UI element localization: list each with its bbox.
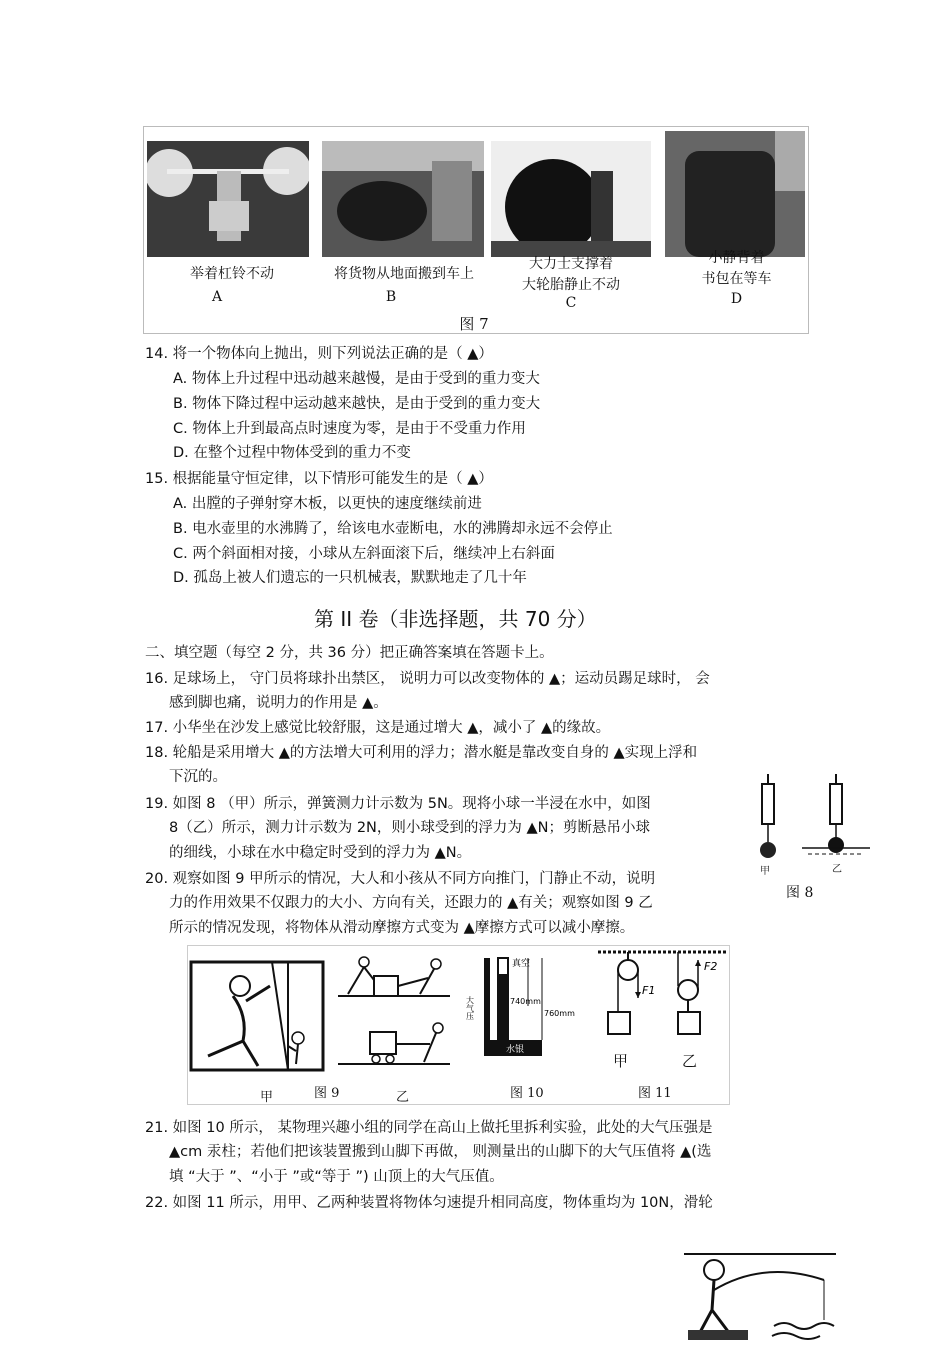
fig7-caption-b: 将货物从地面搬到车上 [334,266,474,282]
fig10-pressure-label: 大气压 [465,996,475,1020]
photo-tire-support [491,141,651,257]
q15-option-a: A. 出膛的子弹射穿木板，以更快的速度继续前进 [173,496,482,512]
fig7-letter-a: A [211,289,223,305]
fig10-h2-label: 760mm [544,1009,575,1018]
fig8-title: 图 8 [786,885,814,901]
fig10-torricelli [484,958,542,1056]
q21-line3: 填 “大于 ”、“小于 ”或“等于 ”) 山顶上的大气压值。 [169,1169,504,1185]
q16-line1: 16. 足球场上， 守门员将球扑出禁区， 说明力可以改变物体的 ▲；运动员踢足球时， 会 [145,671,710,687]
fig7-caption-c1: 大力士支撑着 [529,256,613,272]
q14-option-c: C. 物体上升到最高点时速度为零，是由于不受重力作用 [173,421,526,437]
fig10-trough-label: 水银 [506,1045,525,1055]
q17-line1: 17. 小华坐在沙发上感觉比较舒服，这是通过增大 ▲，减小了 ▲的缘故。 [145,720,611,736]
q15-stem: 15. 根据能量守恒定律，以下情形可能发生的是（ ▲） [145,471,493,487]
fig9-door-push [191,962,323,1070]
q14-stem: 14. 将一个物体向上抛出，则下列说法正确的是（ ▲） [145,346,493,362]
figure-7 [143,126,809,334]
q14-option-d: D. 在整个过程中物体受到的重力不变 [173,445,411,461]
fig7-caption-c2: 大轮胎静止不动 [522,277,620,293]
fig8-left-label: 甲 [760,866,770,877]
q14-option-a: A. 物体上升过程中迅动越来越慢，是由于受到的重力变大 [173,371,540,387]
q20-line2: 力的作用效果不仅跟力的大小、方向有关，还跟力的 ▲有关；观察如图 9 乙 [169,895,653,911]
photo-schoolbag [665,131,805,257]
photo-lifting-cargo [322,141,484,257]
q18-line1: 18. 轮船是采用增大 ▲的方法增大可利用的浮力；潜水艇是靠改变自身的 ▲实现上浮和 [145,745,698,761]
q19-line2: 8（乙）所示，测力计示数为 2N，则小球受到的浮力为 ▲N；剪断悬吊小球 [169,820,651,836]
q18-line2: 下沉的。 [169,769,227,785]
fig10-title: 图 10 [510,1086,544,1101]
fig11-left-label: 甲 [613,1052,629,1070]
fig7-caption-a: 举着杠铃不动 [190,266,274,282]
q20-line3: 所示的情况发现，将物体从滑动摩擦方式变为 ▲摩擦方式可以减小摩擦。 [169,920,635,936]
q19-line1: 19. 如图 8 （甲）所示，弹簧测力计示数为 5N。现将小球一半浸在水中，如图 [145,796,651,812]
fishing-cartoon-image [684,1250,836,1342]
q15-option-c: C. 两个斜面相对接，小球从左斜面滚下后，继续冲上右斜面 [173,546,555,562]
fig7-letter-b: B [385,289,397,305]
section-2-heading: 二、填空题（每空 2 分，共 36 分）把正确答案填在答题卡上。 [145,645,554,661]
q15-option-d: D. 孤岛上被人们遗忘的一只机械表，默默地走了几十年 [173,570,527,586]
fig10-h1-label: 740mm [510,997,541,1006]
q21-line1: 21. 如图 10 所示， 某物理兴趣小组的同学在高山上做托里拆利实验，此处的大气压强是 [145,1120,713,1136]
fig7-letter-c: C [565,295,577,311]
section-2-title: 第 II 卷（非选择题，共 70 分） [314,607,597,631]
fig10-vacuum-label: 真空 [512,959,531,969]
figure-8 [752,772,870,902]
q21-line2: ▲cm 汞柱；若他们把该装置搬到山脚下再做， 则测量出的山脚下的大气压值将 ▲(选 [169,1144,712,1160]
fig11-f2-label: F2 [704,960,718,973]
q14-option-b: B. 物体下降过程中运动越来越快，是由于受到的重力变大 [173,396,541,412]
q20-line1: 20. 观察如图 9 甲所示的情况，大人和小孩从不同方向推门，门静止不动，说明 [145,871,656,887]
fig8-right-label: 乙 [832,864,842,875]
q16-line2: 感到脚也痛，说明力的作用是 ▲。 [169,695,388,711]
fig7-caption-d1: 小静背着 [708,250,765,266]
fig9-left-label: 甲 [260,1090,274,1105]
q22-line1: 22. 如图 11 所示，用甲、乙两种装置将物体匀速提升相同高度，物体重均为 10N，滑轮 [145,1195,713,1211]
fig9-box-push [338,957,450,1064]
fig11-title: 图 11 [638,1086,672,1101]
fig7-caption-d2: 书包在等车 [701,271,772,287]
fig9-title: 图 9 [314,1086,340,1101]
fig11-f1-label: F1 [642,984,656,997]
fig7-title: 图 7 [459,315,489,333]
fig7-letter-d: D [730,291,743,307]
figures-9-10-11 [187,945,730,1105]
q15-option-b: B. 电水壶里的水沸腾了，给该电水壶断电，水的沸腾却永远不会停止 [173,521,613,537]
fig11-right-label: 乙 [682,1052,698,1070]
q19-line3: 的细线，小球在水中稳定时受到的浮力为 ▲N。 [169,845,472,861]
fig9-right-label: 乙 [396,1090,410,1105]
photo-weightlifter [147,141,309,257]
